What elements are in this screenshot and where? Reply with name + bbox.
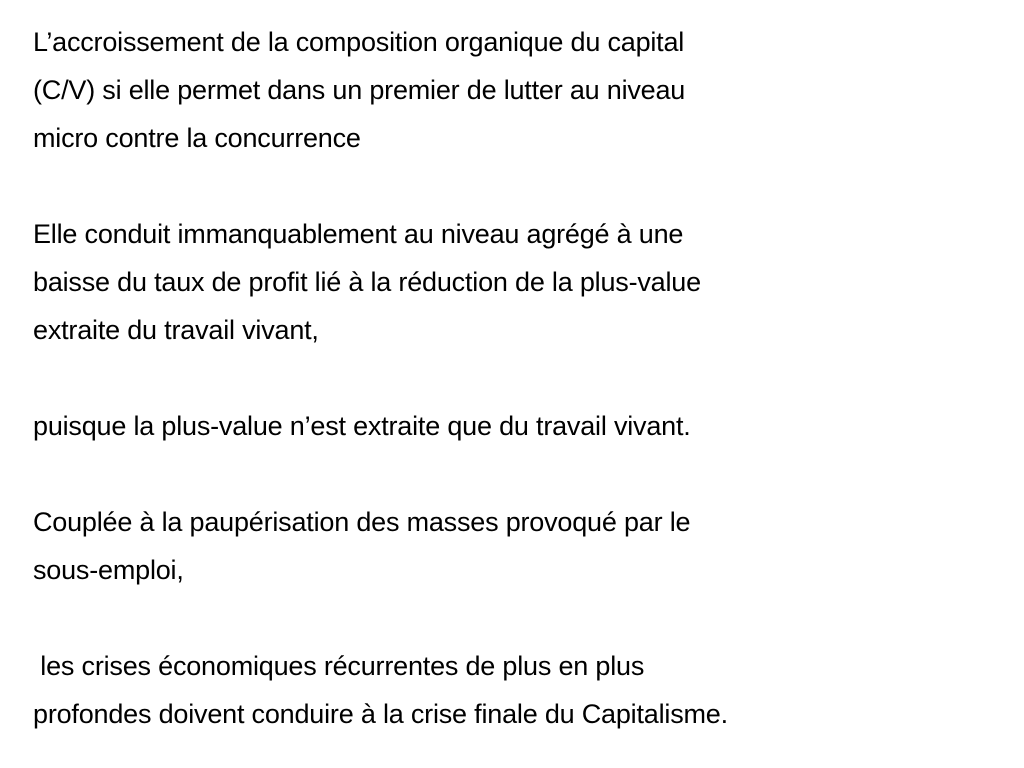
text-line: profondes doivent conduire à la crise finale du Capitalisme. [33, 699, 728, 729]
paragraph-pauperisation [33, 498, 1000, 594]
text-line: baisse du taux de profit lié à la réduction de la plus-value [33, 267, 701, 297]
text-line: puisque la plus-value n’est extraite que du travail vivant. [33, 411, 691, 441]
slide-text-body [33, 18, 1000, 738]
text-line: L’accroissement de la composition organique du capital [33, 27, 685, 57]
text-line: micro contre la concurrence [33, 123, 361, 153]
text-line: les crises économiques récurrentes de plus en plus [33, 651, 645, 681]
text-line: Couplée à la paupérisation des masses provoqué par le [33, 507, 691, 537]
paragraph-composition-organique [33, 18, 1000, 162]
paragraph-baisse-taux-profit [33, 210, 1000, 354]
text-line: extraite du travail vivant, [33, 315, 319, 345]
text-line: sous-emploi, [33, 555, 184, 585]
paragraph-plus-value [33, 402, 1000, 450]
text-line: Elle conduit immanquablement au niveau agrégé à une [33, 219, 684, 249]
text-line: (C/V) si elle permet dans un premier de lutter au niveau [33, 75, 686, 105]
paragraph-crise-finale [33, 642, 1000, 738]
